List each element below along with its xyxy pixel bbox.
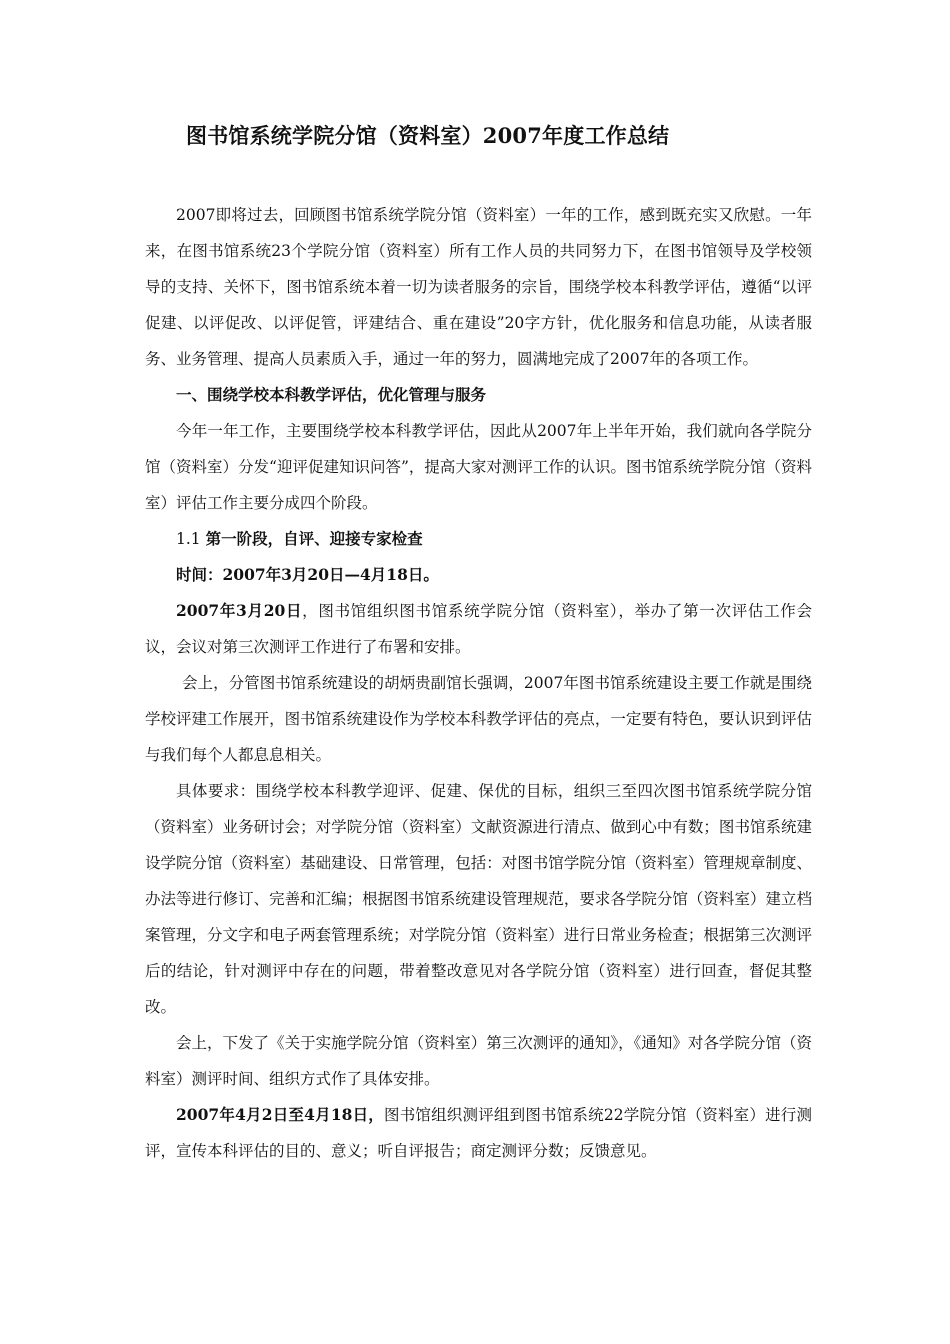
meeting-paragraph-2: 会上，下发了《关于实施学院分馆（资料室）第三次测评的通知》，《通知》对各学院分馆（资料室）测评时间、组织方式作了具体安排。 bbox=[145, 1034, 812, 1088]
subsection-number: 1.1 bbox=[176, 530, 201, 548]
document-body bbox=[145, 197, 812, 1169]
subsection-1-1-heading bbox=[145, 521, 812, 557]
subsection-title: 第一阶段，自评、迎接专家检查 bbox=[205, 529, 423, 548]
requirements-paragraph: 具体要求：围绕学校本科教学迎评、促建、保优的目标，组织三至四次图书馆系统学院分馆（资料室）业务研讨会；对学院分馆（资料室）文献资源进行清点、做到心中有数；图书馆系统建设学院分馆（资料室）基础建设、日常管理，包括：对图书馆学院分馆（资料室）管理规章制度、办法等进行修订、完善和汇编；根据图书馆系统建设管理规范，要求各学院分馆（资料室）建立档案管理，分文字和电子两套管理系统；对学院分馆（资料室）进行日常业务检查；根据第三次测评后的结论，针对测评中存在的问题，带着整改意见对各学院分馆（资料室）进行回查，督促其整改。 bbox=[145, 782, 812, 1016]
paragraph-march-20-text: ，图书馆组织图书馆系统学院分馆（资料室），举办了第一次评估工作会议，会议对第三次测评工作进行了布署和安排。 bbox=[145, 602, 812, 656]
intro-paragraph: 2007即将过去，回顾图书馆系统学院分馆（资料室）一年的工作，感到既充实又欣慰。一年来，在图书馆系统23个学院分馆（资料室）所有工作人员的共同努力下，在图书馆领导及学校领导的支持、关怀下，图书馆系统本着一切为读者服务的宗旨，围绕学校本科教学评估，遵循“以评促建、以评促改、以评促管，评建结合、重在建设”20字方针，优化服务和信息功能，从读者服务、业务管理、提高人员素质入手，通过一年的努力，圆满地完成了2007年的各项工作。 bbox=[145, 206, 812, 368]
paragraph-march-20 bbox=[145, 593, 812, 665]
time-range-line: 时间：2007年3月20日—4月18日。 bbox=[176, 565, 439, 584]
meeting-paragraph-1: 会上，分管图书馆系统建设的胡炳贵副馆长强调，2007年图书馆系统建设主要工作就是围绕学校评建工作展开，图书馆系统建设作为学校本科教学评估的亮点，一定要有特色，要认识到评估与我们每个人都息息相关。 bbox=[145, 674, 812, 764]
paragraph-april bbox=[145, 1097, 812, 1169]
document-title: 图书馆系统学院分馆（资料室）2007年度工作总结 bbox=[186, 123, 670, 148]
date-march-20: 2007年3月20日 bbox=[176, 601, 303, 620]
section-1-paragraph: 今年一年工作，主要围绕学校本科教学评估，因此从2007年上半年开始，我们就向各学院分馆（资料室）分发“迎评促建知识问答”，提高大家对测评工作的认识。图书馆系统学院分馆（资料室）评估工作主要分成四个阶段。 bbox=[145, 422, 812, 512]
paragraph-april-text: 图书馆组织测评组到图书馆系统22学院分馆（资料室）进行测评，宣传本科评估的目的、意义；听自评报告；商定测评分数；反馈意见。 bbox=[145, 1106, 812, 1160]
section-1-heading: 一、围绕学校本科教学评估，优化管理与服务 bbox=[176, 385, 487, 404]
date-april-range: 2007年4月2日至4月18日， bbox=[176, 1105, 384, 1124]
